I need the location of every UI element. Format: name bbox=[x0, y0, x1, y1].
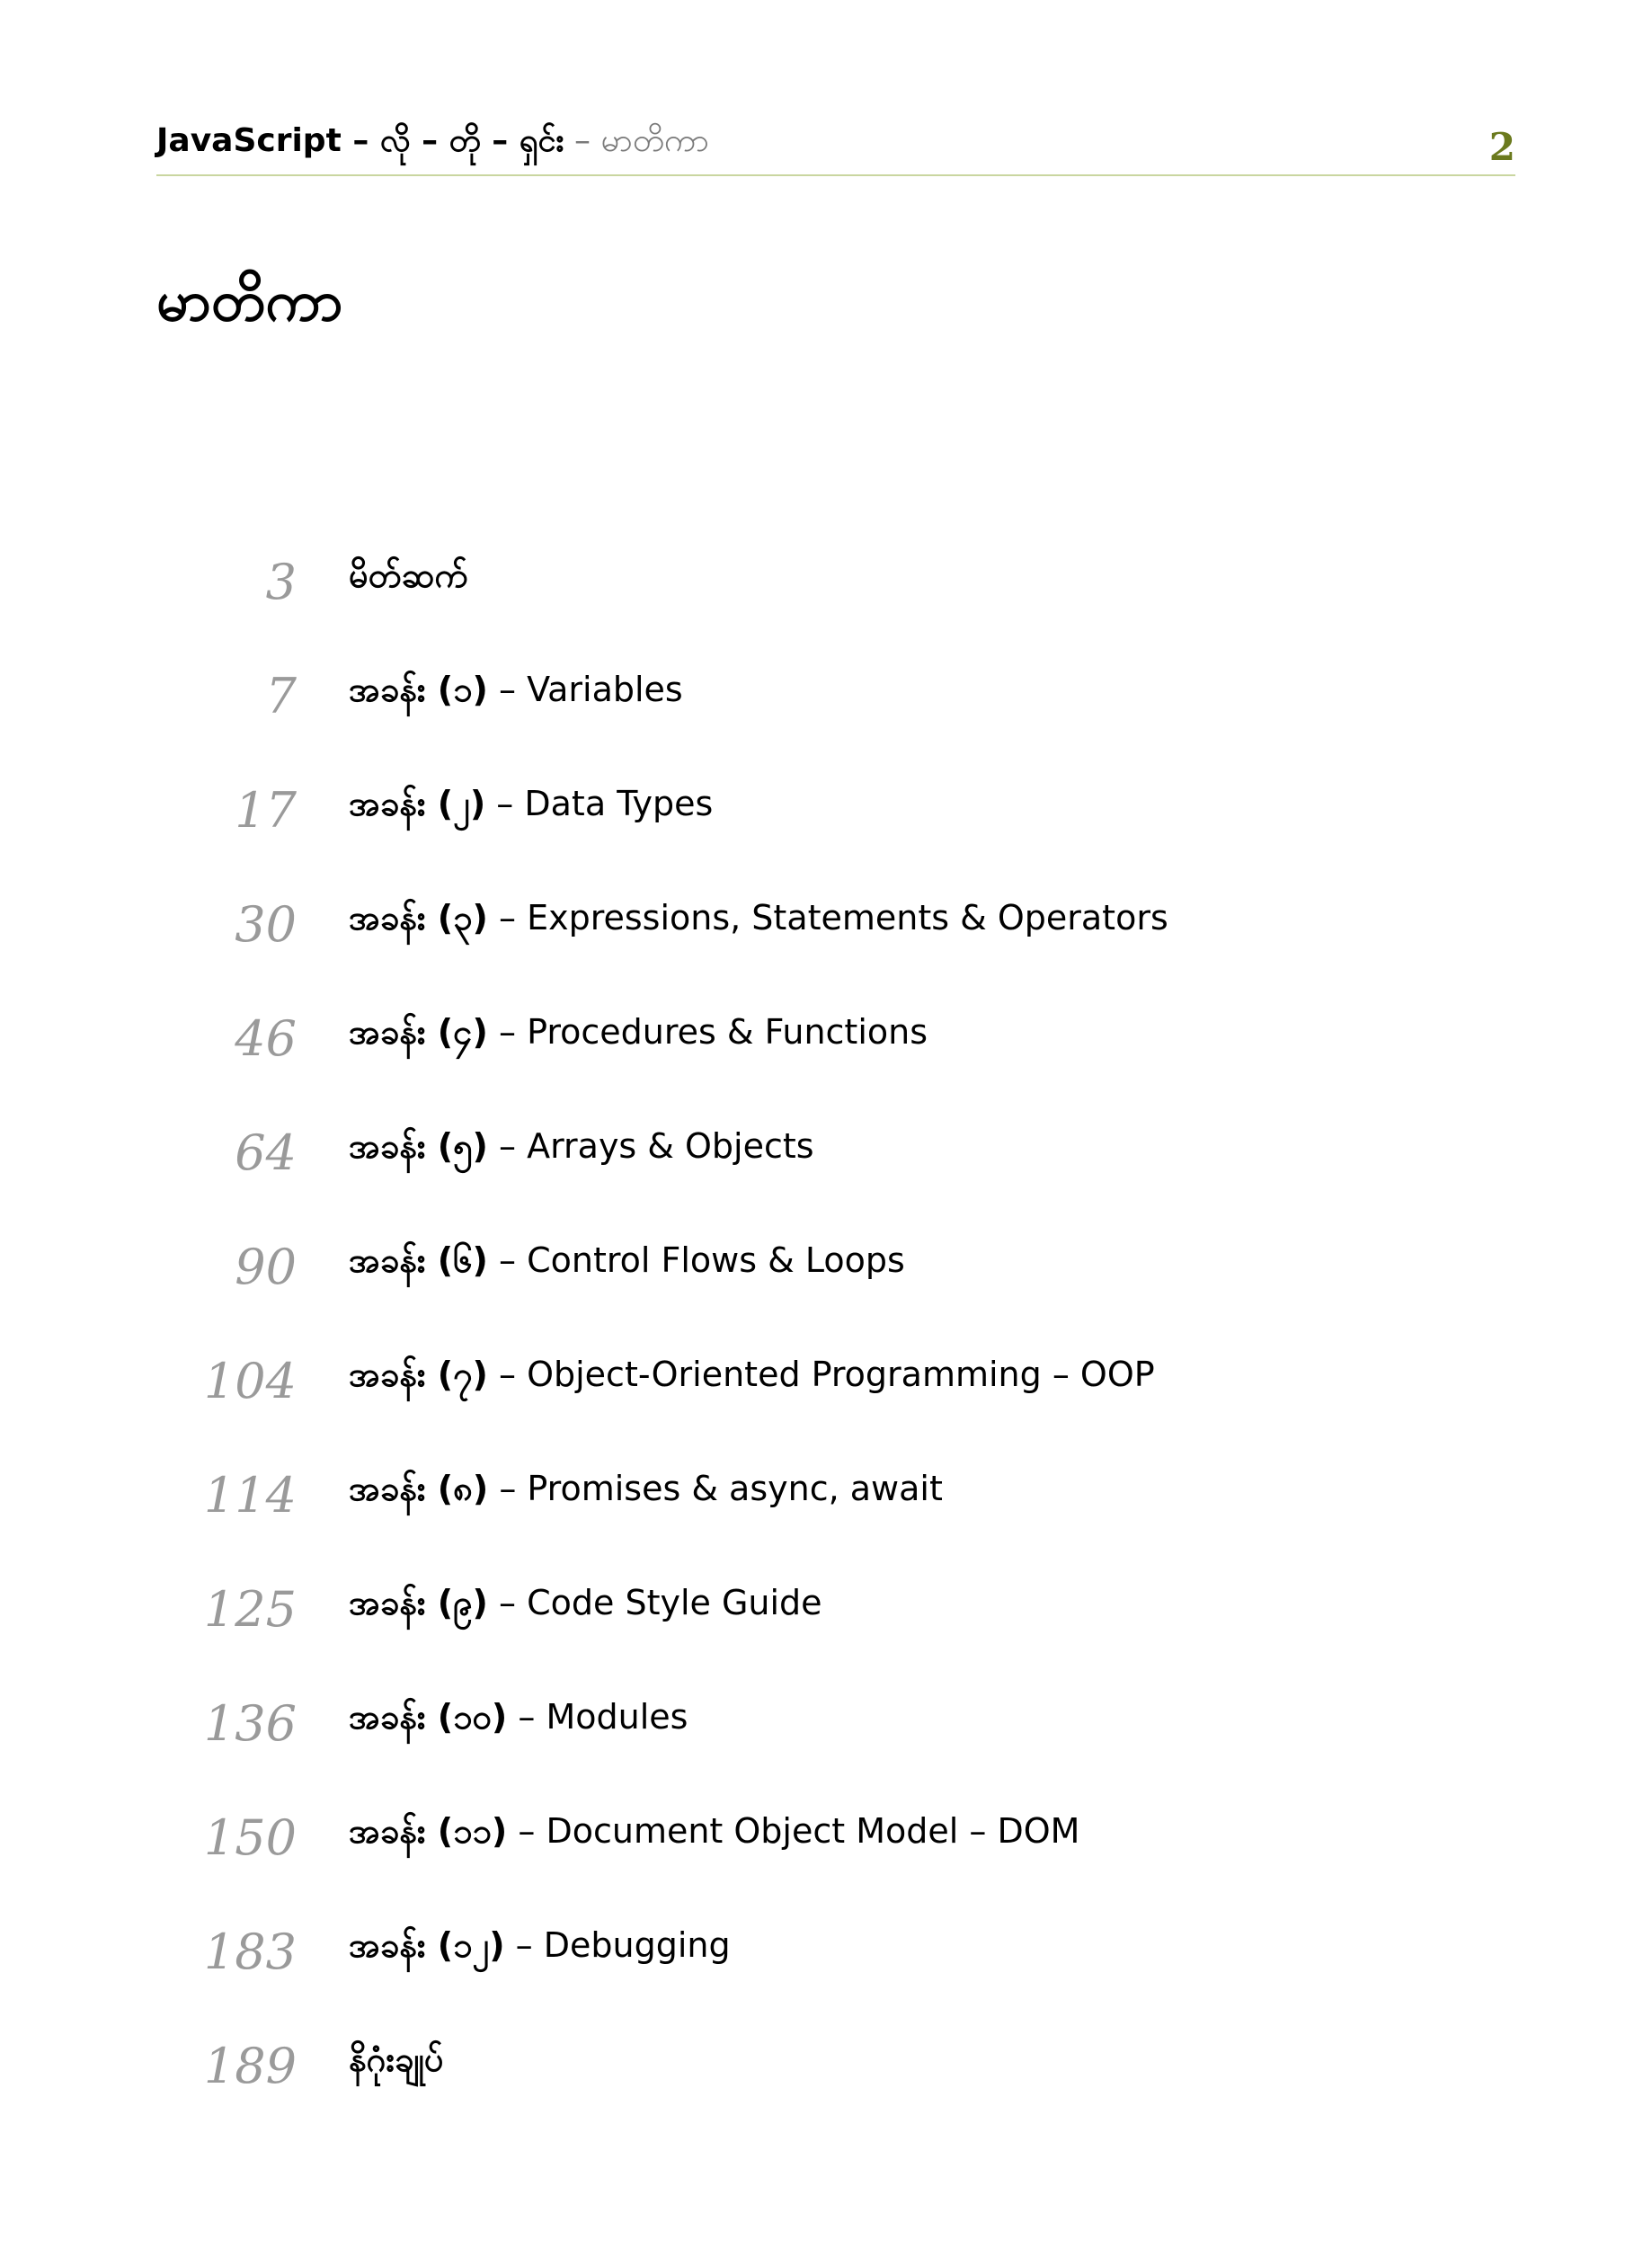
toc-page-number: 90 bbox=[235, 1239, 297, 1295]
toc-chapter-label: အခန်း (၁၀) bbox=[349, 1697, 508, 1737]
toc-chapter-title: – Document Object Model – DOM bbox=[507, 1811, 1080, 1851]
toc-entry[interactable] bbox=[0, 1453, 1652, 1551]
toc-page-number: 7 bbox=[265, 668, 297, 724]
toc-entry[interactable] bbox=[0, 768, 1652, 866]
toc-entry-text bbox=[349, 777, 713, 831]
toc-entry-text bbox=[349, 548, 468, 602]
toc-page-number: 125 bbox=[203, 1581, 297, 1638]
toc-entry[interactable] bbox=[0, 1795, 1652, 1894]
toc-chapter-label: အခန်း (၄) bbox=[349, 1012, 488, 1052]
toc-page-number: 183 bbox=[203, 1924, 297, 1980]
toc-page-number: 64 bbox=[235, 1124, 297, 1181]
toc-entry[interactable] bbox=[0, 1224, 1652, 1323]
toc-chapter-label: အခန်း (၃) bbox=[349, 898, 488, 937]
header-book-title: JavaScript – လို – တို – ရှင်း bbox=[156, 122, 564, 159]
toc-chapter-label: အခန်း (၇) bbox=[349, 1355, 488, 1394]
header-section-name: – မာတိကာ bbox=[564, 122, 709, 159]
toc-chapter-label: အခန်း (၅) bbox=[349, 1126, 488, 1166]
toc-chapter-label: မိတ်ဆက် bbox=[349, 555, 468, 595]
toc-entry-text bbox=[349, 1005, 928, 1059]
toc-page-number: 114 bbox=[203, 1467, 297, 1524]
toc-chapter-title: – Data Types bbox=[485, 784, 714, 823]
header-page-number: 2 bbox=[1488, 125, 1515, 169]
running-header bbox=[156, 122, 1515, 176]
toc-chapter-title: – Modules bbox=[507, 1697, 688, 1737]
toc-entry[interactable] bbox=[0, 1909, 1652, 2008]
toc-chapter-title: – Object-Oriented Programming – OOP bbox=[487, 1355, 1155, 1394]
toc-chapter-title: – Promises & async, await bbox=[488, 1469, 943, 1508]
toc-entry-text bbox=[349, 1462, 943, 1515]
toc-entry-text bbox=[349, 1233, 905, 1287]
toc-entry-text bbox=[349, 1690, 688, 1744]
toc-entry-text bbox=[349, 1918, 731, 1972]
toc-page-number: 189 bbox=[203, 2038, 297, 2094]
toc-chapter-label: အခန်း (၆) bbox=[349, 1240, 488, 1280]
toc-entry[interactable] bbox=[0, 539, 1652, 638]
toc-entry[interactable] bbox=[0, 882, 1652, 981]
toc-entry[interactable] bbox=[0, 2023, 1652, 2122]
toc-page-number: 104 bbox=[203, 1353, 297, 1409]
toc-entry[interactable] bbox=[0, 653, 1652, 752]
toc-entry[interactable] bbox=[0, 1338, 1652, 1437]
toc-chapter-label: အခန်း (၉) bbox=[349, 1583, 488, 1622]
toc-entry-text bbox=[349, 891, 1168, 945]
toc-chapter-title: – Variables bbox=[487, 670, 683, 709]
toc-chapter-label: အခန်း (၁၂) bbox=[349, 1925, 505, 1965]
toc-entry-text bbox=[349, 2032, 444, 2086]
toc-entry-text bbox=[349, 1804, 1079, 1858]
toc-chapter-title: – Arrays & Objects bbox=[487, 1126, 814, 1166]
toc-page-number: 3 bbox=[265, 554, 297, 610]
toc-chapter-title: – Procedures & Functions bbox=[487, 1012, 928, 1052]
toc-chapter-label: နိဂုံးချုပ် bbox=[349, 2039, 444, 2079]
toc-chapter-label: အခန်း (၂) bbox=[349, 784, 486, 823]
toc-chapter-label: အခန်း (၁) bbox=[349, 670, 488, 709]
toc-page-number: 136 bbox=[203, 1695, 297, 1752]
page-title: မာတိကာ bbox=[156, 268, 343, 333]
toc-chapter-title: – Debugging bbox=[504, 1925, 731, 1965]
toc-entry-text bbox=[349, 1576, 822, 1630]
toc-entry[interactable] bbox=[0, 996, 1652, 1095]
toc-page-number: 30 bbox=[235, 896, 297, 953]
toc-page-number: 46 bbox=[235, 1010, 297, 1067]
toc-entry-text bbox=[349, 1347, 1155, 1401]
toc-entry-text bbox=[349, 662, 683, 716]
toc-chapter-label: အခန်း (၈) bbox=[349, 1469, 489, 1508]
toc-entry-text bbox=[349, 1119, 814, 1173]
toc-entry[interactable] bbox=[0, 1110, 1652, 1209]
header-title bbox=[156, 119, 709, 167]
toc-page-number: 17 bbox=[235, 782, 297, 839]
toc-chapter-label: အခန်း (၁၁) bbox=[349, 1811, 508, 1851]
toc-page-number: 150 bbox=[203, 1809, 297, 1866]
toc-chapter-title: – Expressions, Statements & Operators bbox=[487, 898, 1168, 937]
toc-chapter-title: – Control Flows & Loops bbox=[487, 1240, 905, 1280]
toc-chapter-title: – Code Style Guide bbox=[487, 1583, 822, 1622]
toc-entry[interactable] bbox=[0, 1681, 1652, 1780]
toc-entry[interactable] bbox=[0, 1567, 1652, 1666]
